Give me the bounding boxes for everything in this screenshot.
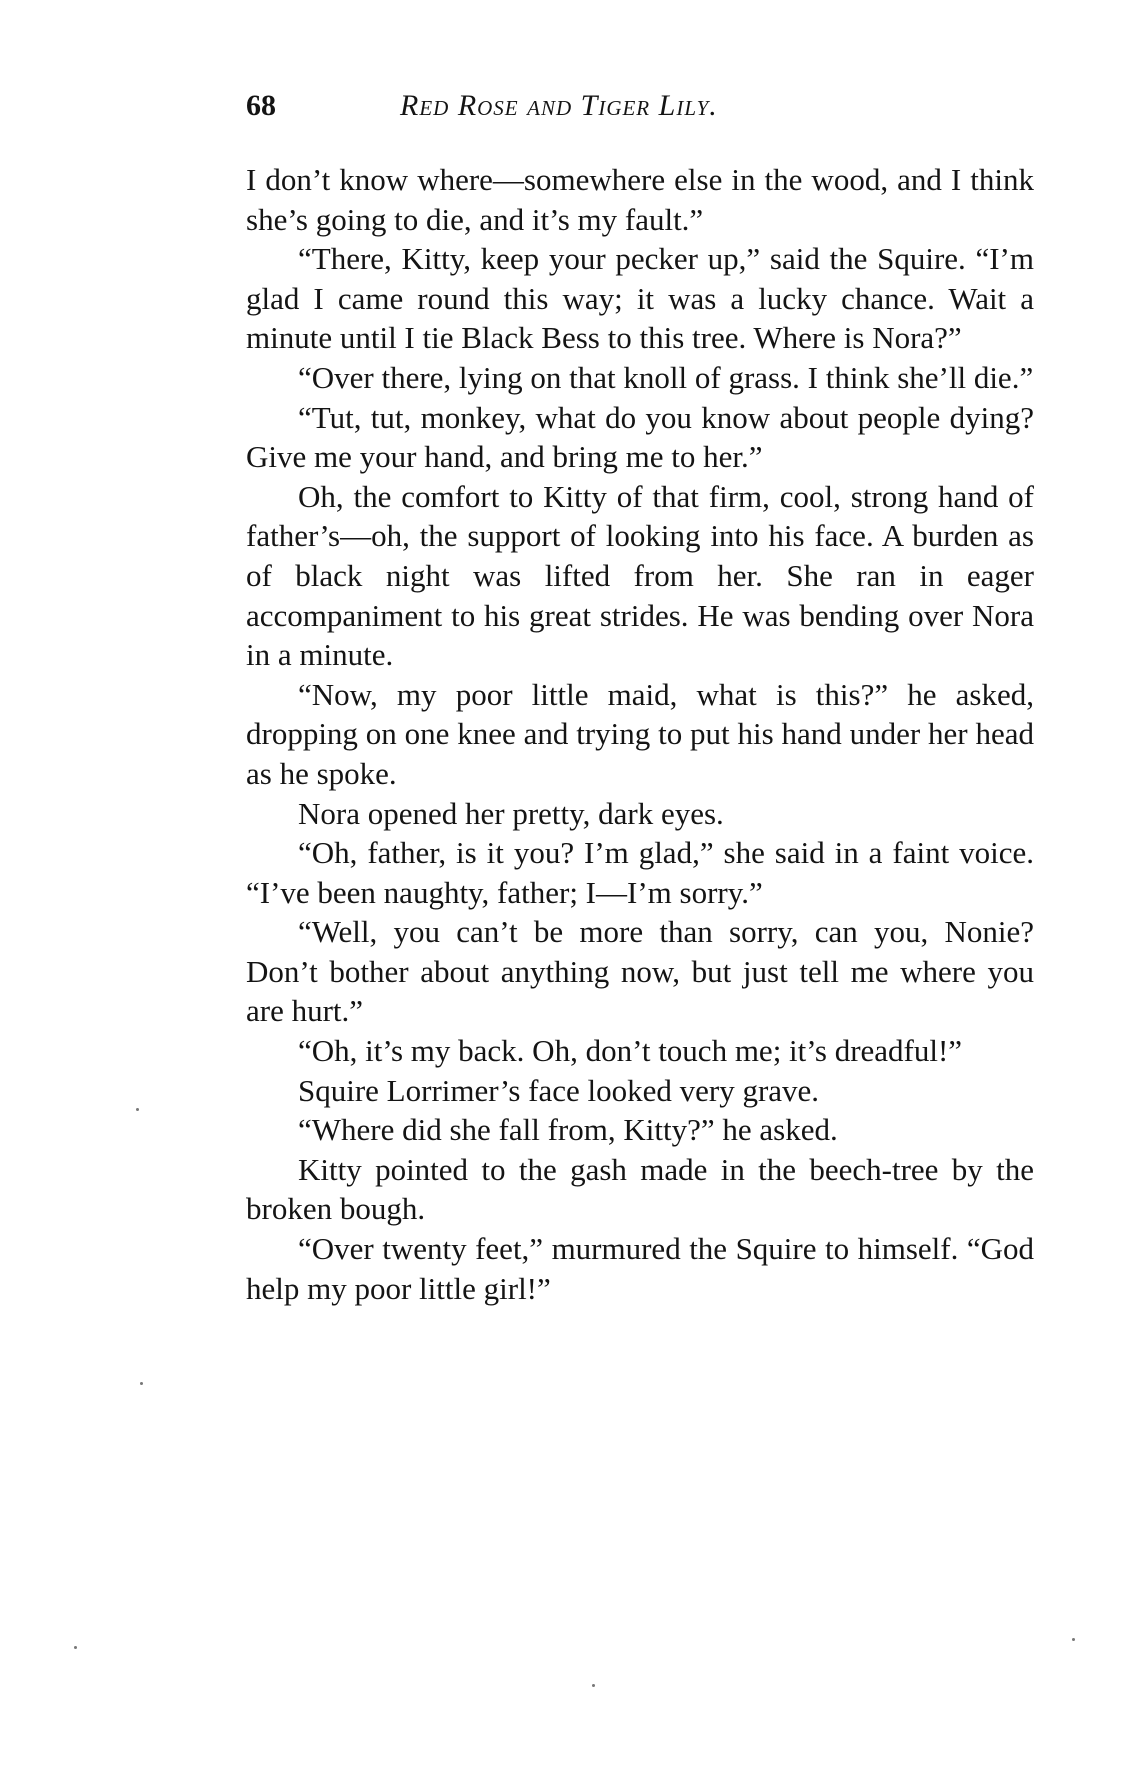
scan-speck: [136, 1108, 139, 1111]
scan-speck: [1072, 1638, 1075, 1641]
body-text: [246, 160, 1034, 1308]
page-number: 68: [246, 89, 276, 122]
running-title: Red Rose and Tiger Lily.: [400, 89, 718, 122]
paragraph: “Over twenty feet,” murmured the Squire to himself. “God help my poor little girl!”: [246, 1231, 1034, 1306]
scan-speck: [592, 1684, 595, 1687]
paragraph: Squire Lorrimer’s face looked very grave.: [298, 1072, 820, 1108]
scan-speck: [140, 1382, 143, 1385]
paragraph: Nora opened her pretty, dark eyes.: [298, 795, 724, 831]
paragraph: Kitty pointed to the gash made in the beech-tree by the broken bough.: [246, 1151, 1034, 1227]
paragraph: “Now, my poor little maid, what is this?” he asked, dropping on one knee and trying to put his hand under her head as he spoke.: [246, 676, 1034, 791]
paragraph: “Where did she fall from, Kitty?” he asked.: [298, 1112, 838, 1148]
scan-speck: [74, 1646, 77, 1649]
book-page: [246, 86, 1034, 1308]
paragraph: “Over there, lying on that knoll of grass. I think she’ll die.”: [298, 359, 1034, 395]
paragraph: “Oh, it’s my back. Oh, don’t touch me; it’s dreadful!”: [298, 1033, 963, 1069]
paragraph: Oh, the comfort to Kitty of that firm, cool, strong hand of father’s—oh, the support of looking into his face. A burden as of black night was lifted from her. She ran in eager accompaniment to his great strides. He was bending over Nora in a minute.: [246, 478, 1034, 673]
paragraph: “There, Kitty, keep your pecker up,” said the Squire. “I’m glad I came round this way; it was a lucky chance. Wait a minute until I tie Black Bess to this tree. Where is Nora?”: [246, 241, 1034, 356]
page-header: [246, 86, 1034, 134]
paragraph: “Tut, tut, monkey, what do you know about people dying? Give me your hand, and bring me to her.”: [246, 399, 1034, 475]
paragraph: “Well, you can’t be more than sorry, can you, Nonie? Don’t bother about anything now, but just tell me where you are hurt.”: [246, 914, 1034, 1029]
paragraph: “Oh, father, is it you? I’m glad,” she said in a faint voice. “I’ve been naughty, father; I—I’m sorry.”: [246, 835, 1034, 910]
paragraph: I don’t know where—somewhere else in the wood, and I think she’s going to die, and it’s my fault.”: [246, 162, 1034, 237]
